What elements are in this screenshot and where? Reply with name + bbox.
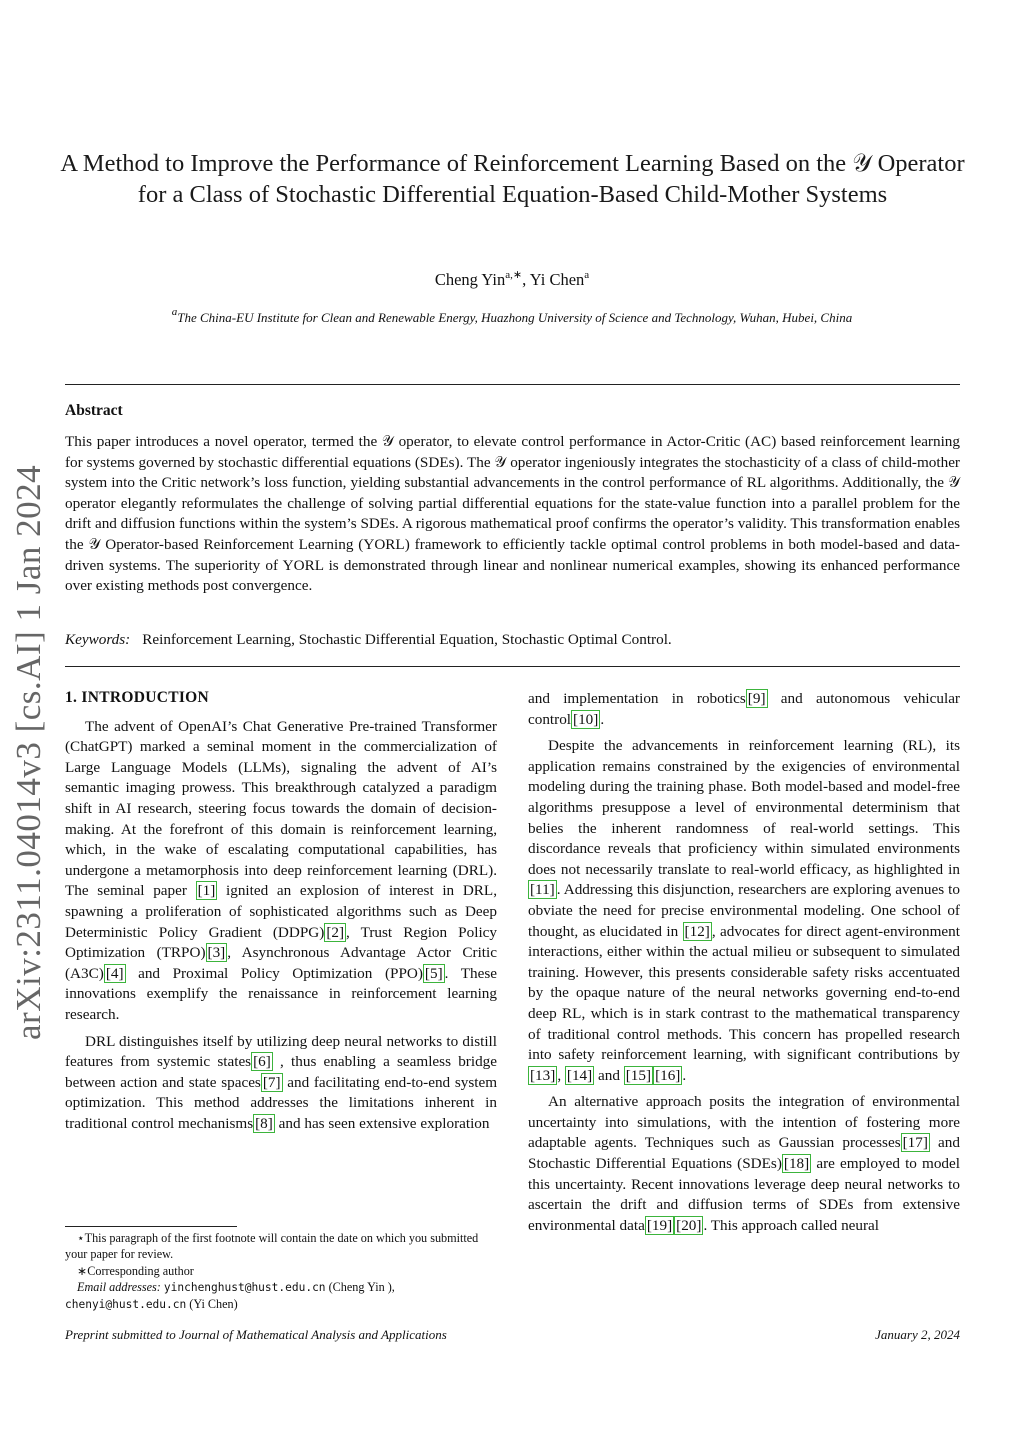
- left-column: [65, 688, 497, 1140]
- text-run: and has seen extensive exploration: [274, 1114, 490, 1132]
- citation-link[interactable]: [8]: [255, 1114, 273, 1132]
- email-owner: (Yi Chen): [186, 1297, 238, 1312]
- author-name: Yi Chen: [529, 270, 585, 289]
- text-run: .: [600, 710, 605, 728]
- footnote-divider: [65, 1226, 237, 1227]
- text-run: . This approach called neural: [703, 1216, 880, 1234]
- footer-preprint-note: Preprint submitted to Journal of Mathematical Analysis and Applications: [65, 1327, 447, 1342]
- citation-link[interactable]: [20]: [676, 1216, 702, 1234]
- citation-link[interactable]: [3]: [207, 944, 226, 962]
- paragraph: [528, 1092, 960, 1236]
- citation-link[interactable]: [5]: [424, 964, 443, 982]
- email-link[interactable]: chenyi@hust.edu.cn: [65, 1298, 187, 1312]
- text-run: . These innovations exemplify the renaissance in reinforcement learning research.: [65, 964, 497, 1023]
- email-label: Email addresses:: [77, 1279, 161, 1294]
- citation-link[interactable]: [15]: [625, 1066, 652, 1084]
- affiliation: [0, 306, 1024, 326]
- text-run: An alternative approach posits the integration of environmental uncertainty into simulations, with the intention of fostering more adaptable agents. Techniques such as Gaussian processes: [528, 1093, 960, 1152]
- affiliation-mark: a: [171, 306, 178, 318]
- text-run: and autonomous vehicular control: [528, 690, 960, 728]
- paragraph: [65, 717, 497, 1026]
- top-divider: [65, 384, 960, 385]
- text-run: DRL distinguishes itself by utilizing deep neural networks to distill features from systemic states: [65, 1032, 497, 1071]
- citation-link[interactable]: [2]: [326, 923, 345, 941]
- author-affil-mark: a: [584, 269, 590, 281]
- citation-link[interactable]: [9]: [747, 690, 766, 707]
- citation-link[interactable]: [11]: [530, 881, 555, 899]
- citation-link[interactable]: [4]: [105, 964, 124, 982]
- citation-link[interactable]: [1]: [197, 882, 216, 900]
- text-run: and Stochastic Differential Equations (SDEs): [528, 1134, 960, 1173]
- footnote-mark: ∗: [77, 1263, 88, 1278]
- email-link[interactable]: yinchenghust@hust.edu.cn: [163, 1280, 326, 1294]
- abstract-heading: Abstract: [65, 402, 123, 419]
- footnote-text: This paragraph of the first footnote will contain the date on which you submitted your paper for review.: [65, 1231, 479, 1262]
- right-column: [528, 689, 960, 1242]
- author-separator: ,: [522, 270, 530, 289]
- citation-link[interactable]: [10]: [573, 710, 599, 728]
- footnote: [65, 1263, 497, 1279]
- section-heading: 1. INTRODUCTION: [65, 689, 210, 706]
- paper-title: A Method to Improve the Performance of Reinforcement Learning Based on the 𝒴 Operator for a Class of Stochastic Differential Equation-Based Child-Mother Systems: [60, 150, 965, 208]
- text-run: and implementation in robotics: [528, 690, 746, 707]
- footnotes: [65, 1230, 497, 1313]
- paragraph: [528, 736, 960, 1086]
- text-run: , Asynchronous Advantage Actor Critic (A3C): [65, 944, 497, 982]
- footnote-mark: ⋆: [77, 1231, 85, 1245]
- author-list: [0, 268, 1024, 290]
- text-run: , Trust Region Policy Optimization (TRPO): [65, 923, 497, 962]
- author-affil-mark: a,∗: [505, 269, 523, 281]
- citation-link[interactable]: [6]: [253, 1053, 271, 1071]
- text-run: and: [594, 1066, 624, 1084]
- text-run: and Proximal Policy Optimization (PPO): [125, 964, 423, 982]
- footnote-emails: [65, 1296, 497, 1313]
- paragraph: [528, 689, 960, 730]
- text-run: , thus enabling a seamless bridge between action and state spaces: [65, 1053, 498, 1091]
- text-run: , advocates for direct agent-environment interactions, either within the actual milieu or subsequent to simulated training. However, this presents considerable safety risks accentuated by the opaque nature of the neural networks governing end-to-end deep RL, which is in stark contrast to the mathematical transparency of traditional control methods. This concern has propelled research into safety reinforcement learning, with significant contributions by: [528, 922, 960, 1064]
- footnote: [65, 1230, 497, 1263]
- citation-link[interactable]: [16]: [655, 1066, 681, 1084]
- keywords-text: Reinforcement Learning, Stochastic Differential Equation, Stochastic Optimal Control.: [142, 631, 672, 648]
- text-run: ignited an explosion of interest in DRL, spawning a proliferation of sophisticated algorithms such as Deep Deterministic Policy Gradient (DDPG): [65, 882, 498, 941]
- citation-link[interactable]: [14]: [566, 1066, 593, 1084]
- bottom-divider: [65, 666, 960, 667]
- citation-link[interactable]: [7]: [262, 1073, 281, 1091]
- keywords-label: Keywords:: [65, 631, 131, 648]
- citation-link[interactable]: [12]: [684, 922, 710, 940]
- text-run: are employed to model this uncertainty. Recent innovations leverage deep neural networks to ascertain the drift and diffusion terms of SDEs from extensive environmental data: [528, 1155, 960, 1234]
- footnote-emails: [65, 1279, 497, 1296]
- affiliation-text: The China-EU Institute for Clean and Renewable Energy, Huazhong University of Science and Technology, Wuhan, Hubei, China: [177, 310, 853, 325]
- citation-link[interactable]: [17]: [902, 1134, 928, 1152]
- paragraph: [65, 1032, 497, 1135]
- text-run: . Addressing this disjunction, researchers are exploring avenues to obviate the need for precise environmental modeling. One school of thought, as elucidated in: [528, 881, 960, 940]
- abstract-text: This paper introduces a novel operator, termed the 𝒴 operator, to elevate control performance in Actor-Critic (AC) based reinforcement learning for systems governed by stochastic differential equations (SDEs). The 𝒴 operator ingeniously integrates the stochasticity of a class of child-mother system into the Critic network’s loss function, yielding substantial advancements in the control performance of RL algorithms. Additionally, the 𝒴 operator elegantly reformulates the challenge of solving partial differential equations for the state-value function into a parallel problem for the drift and diffusion functions within the system’s SDEs. A rigorous mathematical proof confirms the operator’s validity. This transformation enables the 𝒴 Operator-based Reinforcement Learning (YORL) framework to efficiently tackle optimal control problems in both model-based and data-driven systems. The superiority of YORL is demonstrated through linear and nonlinear numerical examples, showing its enhanced performance over existing methods post convergence.: [65, 433, 960, 595]
- text-run: The advent of OpenAI’s Chat Generative Pre-trained Transformer (ChatGPT) marked a seminal moment in the commercialization of Large Language Models (LLMs), signaling the advent of AI’s semantic imaging prowess. This breakthrough catalyzed a paradigm shift in AI research, steering focus towards the domain of decision-making. At the forefront of this domain is reinforcement learning, which, in the wake of escalating computational capabilities, has undergone a metamorphosis into deep reinforcement learning (DRL). The seminal paper: [65, 717, 497, 900]
- citation-link[interactable]: [13]: [530, 1066, 556, 1084]
- text-run: and facilitating end-to-end system optimization. This method addresses the limitations inherent in traditional control mechanisms: [65, 1073, 498, 1132]
- text-run: ,: [557, 1066, 565, 1084]
- footer-date: January 2, 2024: [875, 1327, 960, 1342]
- author-name: Cheng Yin: [434, 270, 506, 289]
- email-owner: (Cheng Yin ),: [325, 1279, 395, 1294]
- footnote-text: Corresponding author: [87, 1263, 194, 1278]
- text-run: Despite the advancements in reinforcement learning (RL), its application remains constrained by the exigencies of environmental modeling during the training phase. Both model-based and model-free algorithms presuppose a level of environmental determinism that belies the inherent randomness of real-world settings. This discordance reveals that proficiency within simulated environments does not necessarily translate to real-world efficacy, as highlighted in: [528, 737, 960, 878]
- citation-link[interactable]: [19]: [646, 1216, 673, 1234]
- arxiv-identifier: arXiv:2311.04014v3 [cs.AI] 1 Jan 2024: [9, 464, 48, 1040]
- keywords: [65, 630, 960, 650]
- text-run: .: [682, 1066, 687, 1084]
- citation-link[interactable]: [18]: [783, 1155, 810, 1173]
